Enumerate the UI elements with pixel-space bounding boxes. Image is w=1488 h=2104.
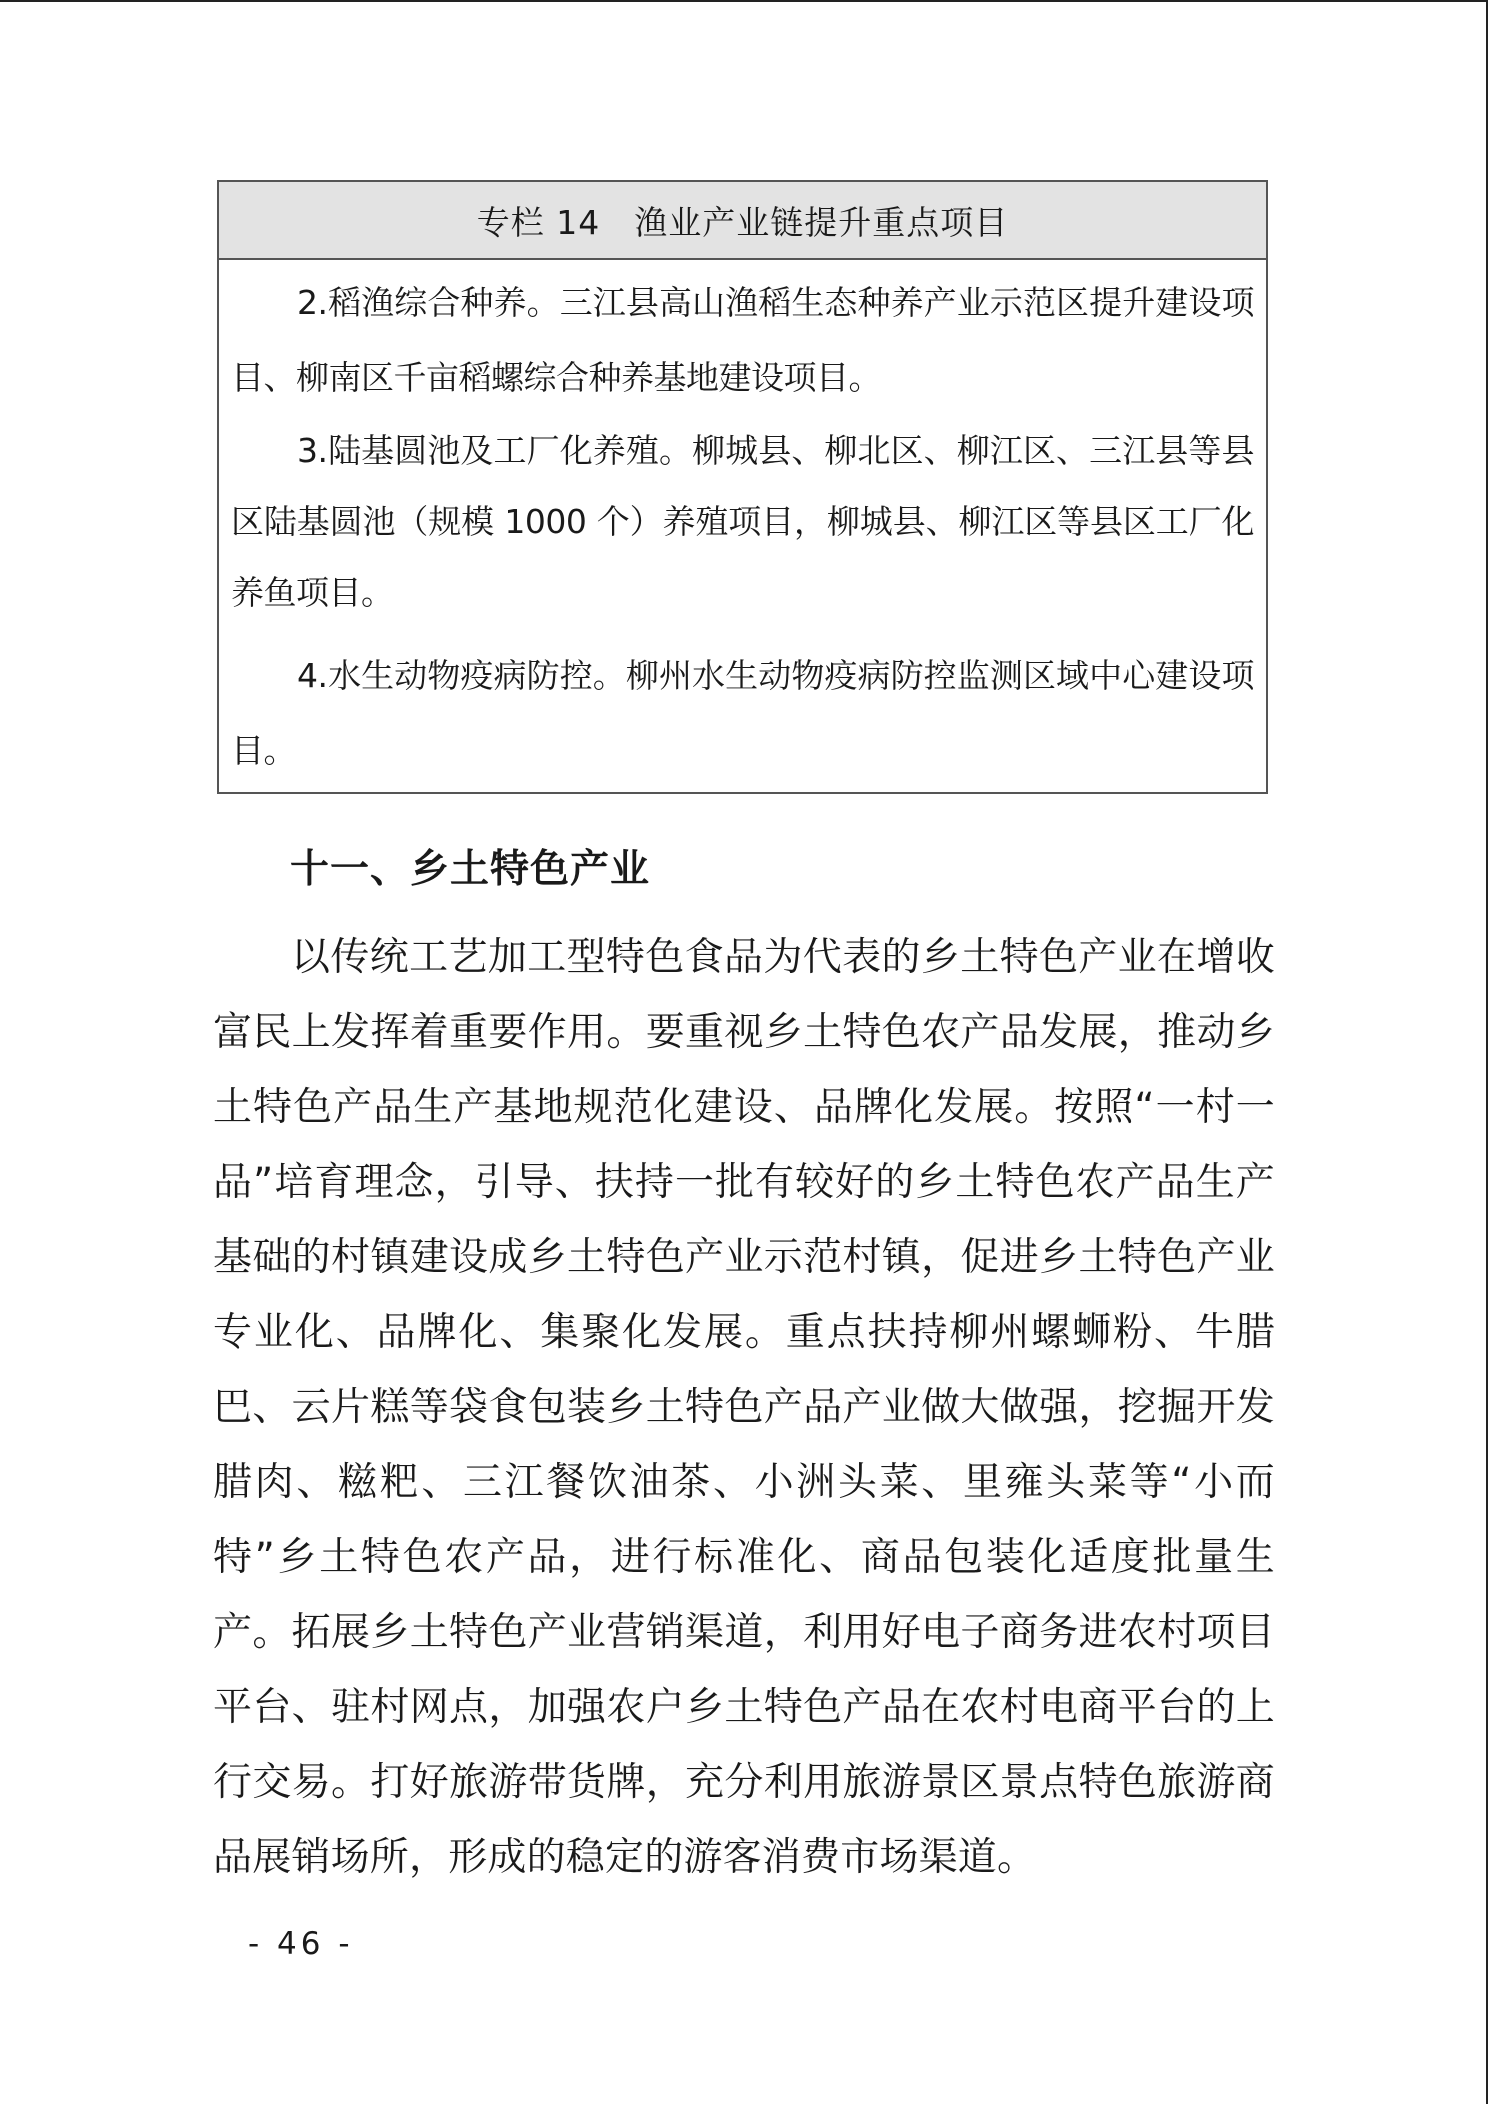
column-body	[219, 265, 1266, 788]
column-item-rice-fish: 2.稻渔综合种养。三江县高山渔稻生态种养产业示范区提升建设项目、柳南区千亩稻螺综合种养基地建设项目。	[231, 283, 1254, 397]
feature-column-box	[217, 180, 1268, 794]
page-number: - 46 -	[248, 1926, 354, 1962]
page-border-top	[0, 0, 1486, 2]
column-item-land-based-ponds: 3.陆基圆池及工厂化养殖。柳城县、柳北区、柳江区、三江县等县区陆基圆池（规模 1000 个）养殖项目，柳城县、柳江区等县区工厂化养鱼项目。	[231, 431, 1254, 612]
column-item-disease-control: 4.水生动物疫病防控。柳州水生动物疫病防控监测区域中心建设项目。	[231, 656, 1254, 770]
section-heading: 十一、乡土特色产业	[290, 847, 651, 892]
column-title: 专栏 14 渔业产业链提升重点项目	[219, 182, 1266, 260]
body-paragraph: 以传统工艺加工型特色食品为代表的乡土特色产业在增收富民上发挥着重要作用。要重视乡土特色农产品发展，推动乡土特色产品生产基地规范化建设、品牌化发展。按照“一村一品”培育理念，引导、扶持一批有较好的乡土特色农产品生产基础的村镇建设成乡土特色产业示范村镇，促进乡土特色产业专业化、品牌化、集聚化发展。重点扶持柳州螺蛳粉、牛腊巴、云片糕等袋食包装乡土特色产品产业做大做强，挖掘开发腊肉、糍粑、三江餐饮油茶、小洲头菜、里雍头菜等“小而特”乡土特色农产品，进行标准化、商品包装化适度批量生产。拓展乡土特色产业营销渠道，利用好电子商务进农村项目平台、驻村网点，加强农户乡土特色产品在农村电商平台的上行交易。打好旅游带货牌，充分利用旅游景区景点特色旅游商品展销场所，形成的稳定的游客消费市场渠道。	[213, 935, 1275, 1880]
